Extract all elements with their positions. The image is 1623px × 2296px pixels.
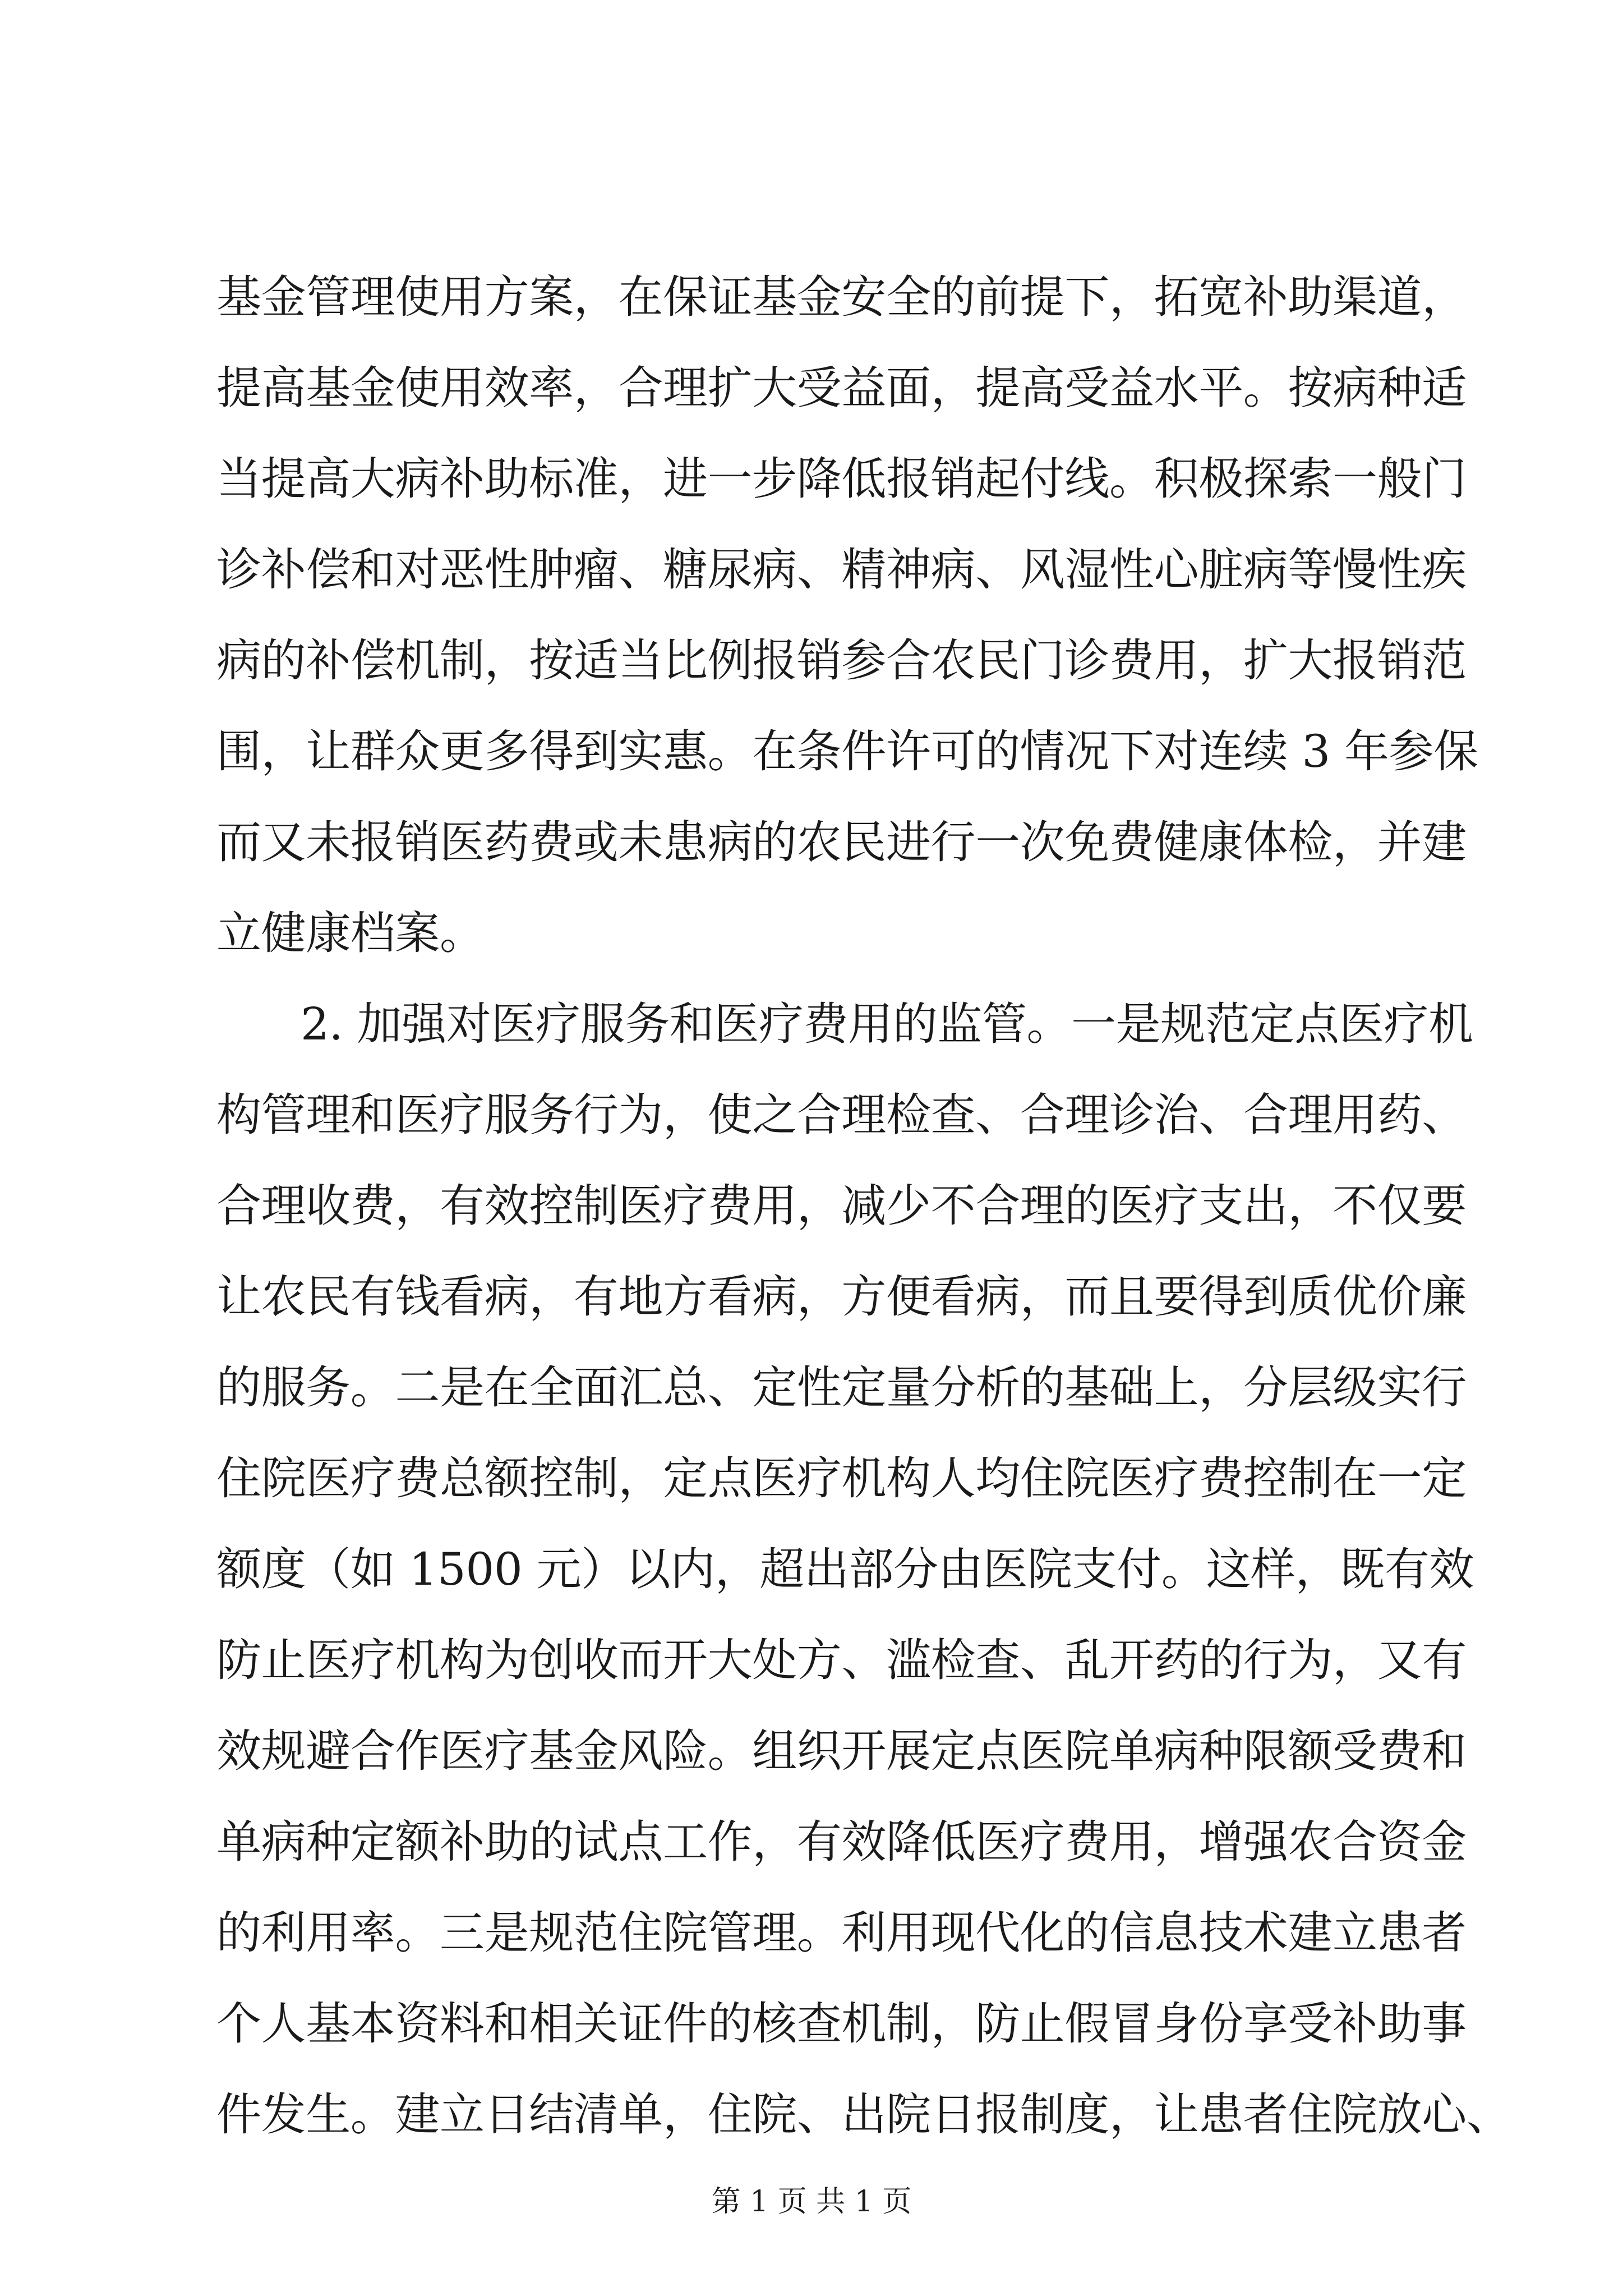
body-text-line: 而又未报销医药费或未患病的农民进行一次免费健康体检，并建 bbox=[216, 816, 1467, 868]
body-text-line: 个人基本资料和相关证件的核查机制，防止假冒身份享受补助事 bbox=[216, 1998, 1467, 2050]
body-text-line: 额度（如 1500 元）以内，超出部分由医院支付。这样，既有效 bbox=[216, 1543, 1474, 1595]
body-text-line: 诊补偿和对恶性肿瘤、糖尿病、精神病、风湿性心脏病等慢性疾 bbox=[216, 544, 1467, 596]
body-text-line: 防止医疗机构为创收而开大处方、滥检查、乱开药的行为，又有 bbox=[216, 1634, 1467, 1686]
body-text-line: 件发生。建立日结清单，住院、出院日报制度，让患者住院放心、 bbox=[216, 2088, 1511, 2141]
body-text-line: 合理收费，有效控制医疗费用，减少不合理的医疗支出，不仅要 bbox=[216, 1180, 1467, 1232]
body-text-line: 的利用率。三是规范住院管理。利用现代化的信息技术建立患者 bbox=[216, 1907, 1467, 1959]
page-footer: 第 1 页 共 1 页 bbox=[711, 2185, 912, 2219]
body-text-line: 基金管理使用方案，在保证基金安全的前提下，拓宽补助渠道， bbox=[216, 271, 1467, 323]
body-text-line: 围，让群众更多得到实惠。在条件许可的情况下对连续 3 年参保 bbox=[216, 725, 1478, 777]
paragraph-first-line: 2. 加强对医疗服务和医疗费用的监管。一是规范定点医疗机 bbox=[301, 998, 1473, 1050]
body-text-line: 单病种定额补助的试点工作，有效降低医疗费用，增强农合资金 bbox=[216, 1816, 1467, 1868]
body-text-line: 的服务。二是在全面汇总、定性定量分析的基础上，分层级实行 bbox=[216, 1361, 1467, 1414]
body-text-line: 构管理和医疗服务行为，使之合理检查、合理诊治、合理用药、 bbox=[216, 1089, 1467, 1141]
body-text-line: 立健康档案。 bbox=[216, 907, 485, 959]
body-text-line: 让农民有钱看病，有地方看病，方便看病，而且要得到质优价廉 bbox=[216, 1271, 1467, 1323]
body-text-line: 病的补偿机制，按适当比例报销参合农民门诊费用，扩大报销范 bbox=[216, 634, 1467, 687]
body-text-line: 住院医疗费总额控制，定点医疗机构人均住院医疗费控制在一定 bbox=[216, 1452, 1467, 1504]
body-text-line: 当提高大病补助标准，进一步降低报销起付线。积极探索一般门 bbox=[216, 453, 1467, 505]
body-text-line: 效规避合作医疗基金风险。组织开展定点医院单病种限额受费和 bbox=[216, 1725, 1467, 1777]
body-text-line: 提高基金使用效率，合理扩大受益面，提高受益水平。按病种适 bbox=[216, 362, 1467, 414]
